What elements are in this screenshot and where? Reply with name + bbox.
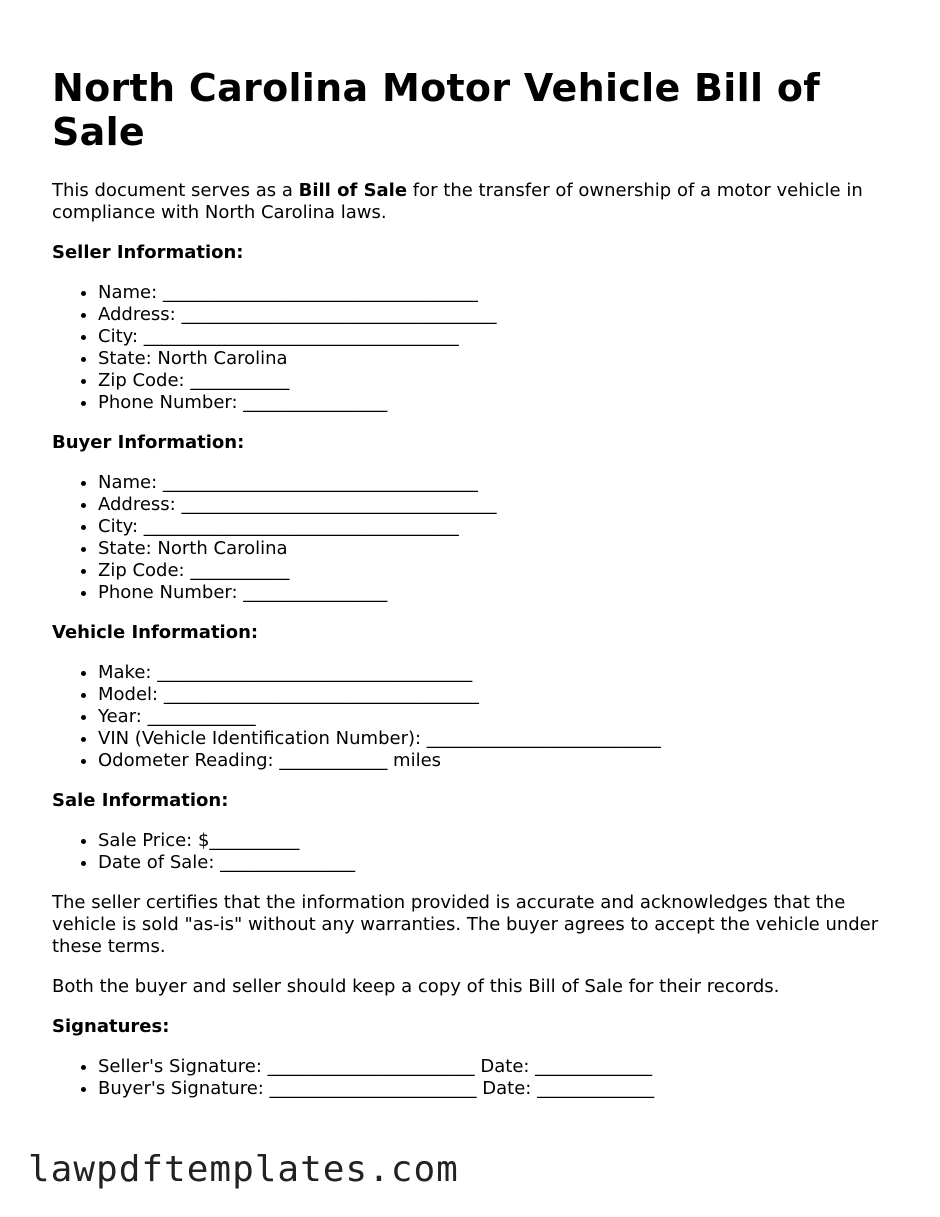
intro-paragraph	[52, 180, 898, 224]
watermark-text: lawpdftemplates.com	[28, 1149, 459, 1190]
vehicle-make-field: • Make: ___________________________________	[98, 662, 898, 684]
seller-phone-field: • Phone Number: ________________	[98, 392, 898, 414]
buyer-zip-field: • Zip Code: ___________	[98, 560, 898, 582]
sale-price-field: • Sale Price: $__________	[98, 830, 898, 852]
seller-signature-field: • Seller's Signature: _______________________ Date: _____________	[98, 1056, 898, 1078]
seller-address-field: • Address: ___________________________________	[98, 304, 898, 326]
buyer-state-field: • State: North Carolina	[98, 538, 898, 560]
buyer-phone-field: • Phone Number: ________________	[98, 582, 898, 604]
buyer-address-field: • Address: ___________________________________	[98, 494, 898, 516]
certification-paragraph: The seller certifies that the information provided is accurate and acknowledges that the vehicle is sold "as-is" without any warranties. The buyer agrees to accept the vehicle under these terms.	[52, 892, 879, 957]
vehicle-vin-field: • VIN (Vehicle Identification Number): __________________________	[98, 728, 898, 750]
intro-text-before: This document serves as a	[52, 180, 299, 201]
vehicle-year-field: • Year: ____________	[98, 706, 898, 728]
buyer-name-field: • Name: ___________________________________	[98, 472, 898, 494]
vehicle-odometer-field: • Odometer Reading: ____________ miles	[98, 750, 898, 772]
buyer-signature-field: • Buyer's Signature: _______________________ Date: _____________	[98, 1078, 898, 1100]
sale-heading: Sale Information:	[52, 790, 229, 811]
buyer-list	[52, 472, 898, 604]
copy-note-paragraph: Both the buyer and seller should keep a copy of this Bill of Sale for their records.	[52, 976, 780, 997]
document-title: North Carolina Motor Vehicle Bill of Sale	[52, 66, 821, 154]
buyer-heading: Buyer Information:	[52, 432, 245, 453]
seller-heading: Seller Information:	[52, 242, 244, 263]
seller-zip-field: • Zip Code: ___________	[98, 370, 898, 392]
seller-list	[52, 282, 898, 414]
signatures-heading: Signatures:	[52, 1016, 170, 1037]
seller-city-field: • City: ___________________________________	[98, 326, 898, 348]
buyer-city-field: • City: ___________________________________	[98, 516, 898, 538]
sale-date-field: • Date of Sale: _______________	[98, 852, 898, 874]
signatures-list	[52, 1056, 898, 1100]
document-body	[52, 66, 898, 1118]
intro-bold-term: Bill of Sale	[298, 180, 408, 201]
vehicle-heading: Vehicle Information:	[52, 622, 259, 643]
vehicle-model-field: • Model: ___________________________________	[98, 684, 898, 706]
intro-text-after: for the transfer of ownership of a motor vehicle in compliance with North Carolina laws.	[52, 180, 863, 223]
seller-state-field: • State: North Carolina	[98, 348, 898, 370]
seller-name-field: • Name: ___________________________________	[98, 282, 898, 304]
sale-list	[52, 830, 898, 874]
vehicle-list	[52, 662, 898, 772]
